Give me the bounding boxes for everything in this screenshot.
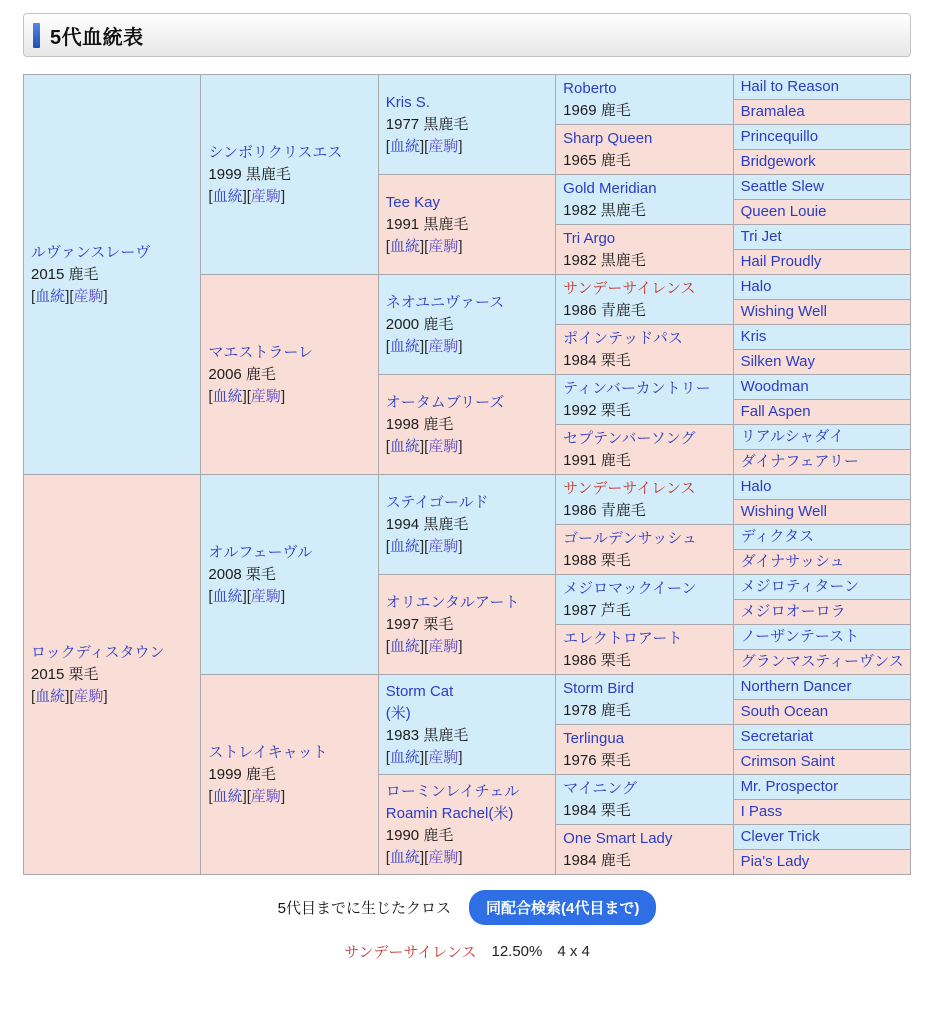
horse-link[interactable]: ネオユニヴァース xyxy=(385,293,505,311)
horse-year-coat: 1983 黒鹿毛 xyxy=(385,726,469,744)
horse-name-line xyxy=(563,128,728,150)
horse-year-coat: 1986 栗毛 xyxy=(563,651,631,669)
horse-name-line xyxy=(563,578,728,600)
horse-link[interactable]: Bridgework xyxy=(740,153,816,170)
horse-year-coat: 1998 鹿毛 xyxy=(385,415,454,433)
horse-link[interactable]: Hail to Reason xyxy=(740,78,839,95)
offspring-link[interactable]: 産駒 xyxy=(428,748,459,766)
cell-link-row: [血統][産駒] xyxy=(385,137,463,155)
page-title: 5代血統表 xyxy=(50,26,144,49)
horse-link[interactable]: Silken Way xyxy=(740,353,816,370)
horse-name-line xyxy=(741,76,906,98)
pedigree-cell-gen2-2 xyxy=(201,475,378,675)
pedigree-cell-gen4-5 xyxy=(556,325,733,375)
pedigree-cell-gen5-30 xyxy=(733,825,910,850)
pedigree-cell-gen4-14 xyxy=(556,775,733,825)
horse-link[interactable]: Roberto xyxy=(563,79,617,97)
blood-link[interactable]: 血統 xyxy=(212,787,243,805)
horse-link[interactable]: メジロティターン xyxy=(740,578,860,595)
horse-name-line xyxy=(741,626,906,648)
horse-link[interactable]: メジロオーロラ xyxy=(740,603,846,620)
pedigree-cell-gen4-10 xyxy=(556,575,733,625)
pedigree-row xyxy=(24,75,911,100)
horse-year-coat: 2000 鹿毛 xyxy=(385,315,454,333)
horse-link[interactable]: Halo xyxy=(740,478,772,495)
pedigree-cell-gen5-24 xyxy=(733,675,910,700)
horse-link[interactable]: Wishing Well xyxy=(740,503,827,520)
blood-link[interactable]: 血統 xyxy=(389,337,420,355)
pedigree-cell-gen5-11 xyxy=(733,350,910,375)
cross-percent: 12.50% xyxy=(491,943,543,960)
cell-link-row: [血統][産駒] xyxy=(208,787,286,805)
offspring-link[interactable]: 産駒 xyxy=(428,437,459,455)
horse-link[interactable]: セプテンバーソング xyxy=(563,429,696,447)
pedigree-cell-gen5-12 xyxy=(733,375,910,400)
offspring-link[interactable]: 産駒 xyxy=(428,137,459,155)
horse-link[interactable]: マエストラーレ xyxy=(208,343,314,361)
pedigree-cell-gen5-26 xyxy=(733,725,910,750)
horse-name-line xyxy=(741,526,906,548)
horse-name-line xyxy=(741,651,906,673)
horse-name-extra-line xyxy=(386,703,551,725)
blood-link[interactable]: 血統 xyxy=(389,237,420,255)
horse-year-coat: 2008 栗毛 xyxy=(208,565,276,583)
horse-link[interactable]: Tri Argo xyxy=(563,229,616,247)
cross-caption: 5代目までに生じたクロス xyxy=(277,900,451,917)
horse-name-line xyxy=(386,92,551,114)
blood-link[interactable]: 血統 xyxy=(212,187,243,205)
horse-link[interactable]: ダイナサッシュ xyxy=(740,553,845,570)
blood-link[interactable]: 血統 xyxy=(389,637,420,655)
horse-name-line xyxy=(741,476,906,498)
horse-name-line xyxy=(563,228,728,250)
pedigree-cell-gen5-0 xyxy=(733,75,910,100)
horse-link[interactable]: ルヴァンスレーヴ xyxy=(31,243,151,261)
pedigree-cell-gen4-12 xyxy=(556,675,733,725)
horse-link[interactable]: ローミンレイチェル xyxy=(385,782,520,800)
pedigree-cell-gen5-28 xyxy=(733,775,910,800)
horse-link-extra[interactable]: Roamin Rachel(米) xyxy=(385,804,514,822)
pedigree-cell-gen5-4 xyxy=(733,175,910,200)
blood-link[interactable]: 血統 xyxy=(389,748,420,766)
horse-year-coat: 1969 鹿毛 xyxy=(563,101,631,119)
horse-link[interactable]: オリエンタルアート xyxy=(385,593,520,611)
offspring-link[interactable]: 産駒 xyxy=(428,637,459,655)
pedigree-cell-gen3-0 xyxy=(378,75,555,175)
pedigree-cell-gen3-4 xyxy=(378,475,555,575)
horse-name-line xyxy=(31,642,196,664)
horse-link[interactable]: Terlingua xyxy=(563,729,625,747)
horse-name-line xyxy=(386,492,551,514)
cell-link-row: [血統][産駒] xyxy=(31,287,108,305)
cell-link-row: [血統][産駒] xyxy=(208,587,286,605)
horse-name-line xyxy=(741,826,906,848)
horse-name-line xyxy=(563,828,728,850)
horse-name-line xyxy=(741,226,906,248)
horse-name-line xyxy=(208,142,373,164)
pedigree-cell-gen2-3 xyxy=(201,675,378,875)
horse-link[interactable]: シンボリクリスエス xyxy=(208,143,343,161)
pedigree-cell-gen3-6 xyxy=(378,675,555,775)
horse-link[interactable]: ゴールデンサッシュ xyxy=(563,529,697,547)
horse-name-line xyxy=(386,781,551,803)
horse-name-line xyxy=(741,126,906,148)
pedigree-cell-gen5-16 xyxy=(733,475,910,500)
horse-year-coat: 1984 鹿毛 xyxy=(563,851,631,869)
horse-name-line xyxy=(208,342,373,364)
horse-link-extra[interactable]: (米) xyxy=(385,704,411,722)
pedigree-cell-gen5-25 xyxy=(733,700,910,725)
pedigree-cell-gen2-0 xyxy=(201,75,378,275)
horse-year-coat: 1991 鹿毛 xyxy=(563,451,631,469)
horse-link[interactable]: リアルシャダイ xyxy=(740,428,844,445)
horse-link[interactable]: Pia's Lady xyxy=(740,853,810,870)
pedigree-cell-gen5-14 xyxy=(733,425,910,450)
horse-year-coat: 1994 黒鹿毛 xyxy=(385,515,469,533)
horse-year-coat: 1984 栗毛 xyxy=(563,801,631,819)
offspring-link[interactable]: 産駒 xyxy=(250,187,281,205)
horse-name-line xyxy=(741,676,906,698)
cross-pattern: 4 x 4 xyxy=(557,943,590,960)
horse-name-line xyxy=(741,601,906,623)
horse-link[interactable]: Princequillo xyxy=(740,128,819,145)
horse-year-coat: 1999 鹿毛 xyxy=(208,765,276,783)
horse-name-line xyxy=(563,528,728,550)
horse-link[interactable]: I Pass xyxy=(740,803,783,820)
horse-link[interactable]: Kris S. xyxy=(385,93,430,111)
pedigree-cell-gen4-6 xyxy=(556,375,733,425)
horse-year-coat: 1988 栗毛 xyxy=(563,551,631,569)
horse-year-coat: 1990 鹿毛 xyxy=(385,826,454,844)
horse-year-coat: 1986 青鹿毛 xyxy=(563,301,646,319)
horse-name-line xyxy=(208,742,373,764)
horse-name-line xyxy=(741,451,906,473)
horse-link-crossed[interactable]: サンデーサイレンス xyxy=(563,479,696,497)
horse-link[interactable]: Gold Meridian xyxy=(563,179,657,197)
horse-name-line xyxy=(741,101,906,123)
pedigree-cell-gen4-0 xyxy=(556,75,733,125)
offspring-link[interactable]: 産駒 xyxy=(428,237,459,255)
horse-name-line xyxy=(741,426,906,448)
horse-link[interactable]: Tee Kay xyxy=(385,193,440,211)
pedigree-cell-gen4-4 xyxy=(556,275,733,325)
pedigree-table xyxy=(23,74,911,875)
horse-name-line xyxy=(741,276,906,298)
pedigree-cell-gen5-6 xyxy=(733,225,910,250)
horse-name-line xyxy=(741,401,906,423)
horse-link[interactable]: Storm Cat xyxy=(385,682,454,700)
horse-link[interactable]: Kris xyxy=(740,328,767,345)
horse-link[interactable]: South Ocean xyxy=(740,703,829,720)
pedigree-cell-gen5-19 xyxy=(733,550,910,575)
pedigree-cell-gen3-5 xyxy=(378,575,555,675)
horse-link[interactable]: エレクトロアート xyxy=(563,629,683,647)
offspring-link[interactable]: 産駒 xyxy=(73,287,104,305)
pedigree-cell-gen3-3 xyxy=(378,375,555,475)
pedigree-cell-gen5-20 xyxy=(733,575,910,600)
horse-link[interactable]: One Smart Lady xyxy=(563,829,673,847)
horse-link[interactable]: ステイゴールド xyxy=(385,493,489,511)
horse-year-coat: 1982 黒鹿毛 xyxy=(563,251,646,269)
horse-link[interactable]: Crimson Saint xyxy=(740,753,835,770)
blood-link[interactable]: 血統 xyxy=(35,287,66,305)
section-title-bar xyxy=(23,13,911,57)
pedigree-cell-gen4-8 xyxy=(556,475,733,525)
pedigree-cell-gen5-10 xyxy=(733,325,910,350)
horse-link[interactable]: オータムブリーズ xyxy=(385,393,505,411)
pedigree-cell-gen5-5 xyxy=(733,200,910,225)
cell-link-row: [血統][産駒] xyxy=(385,848,463,866)
horse-link[interactable]: Mr. Prospector xyxy=(740,778,839,795)
offspring-link[interactable]: 産駒 xyxy=(250,787,281,805)
horse-name-line xyxy=(386,681,551,703)
pedigree-cell-gen1-1 xyxy=(24,475,201,875)
horse-link[interactable]: Sharp Queen xyxy=(563,129,653,147)
horse-name-line xyxy=(741,151,906,173)
cell-link-row: [血統][産駒] xyxy=(385,537,463,555)
horse-name-line xyxy=(386,192,551,214)
offspring-link[interactable]: 産駒 xyxy=(428,848,459,866)
horse-year-coat: 2015 鹿毛 xyxy=(31,265,99,283)
horse-name-line xyxy=(741,376,906,398)
horse-name-line xyxy=(741,751,906,773)
pedigree-cell-gen4-13 xyxy=(556,725,733,775)
cross-footer-row xyxy=(23,890,911,925)
blood-link[interactable]: 血統 xyxy=(389,437,420,455)
pedigree-cell-gen5-29 xyxy=(733,800,910,825)
cross-result-line xyxy=(23,941,911,962)
horse-link[interactable]: Fall Aspen xyxy=(740,403,811,420)
horse-link[interactable]: Secretariat xyxy=(740,728,814,745)
pedigree-cell-gen5-22 xyxy=(733,625,910,650)
offspring-link[interactable]: 産駒 xyxy=(250,587,281,605)
horse-link[interactable]: Wishing Well xyxy=(740,303,827,320)
horse-name-line xyxy=(741,251,906,273)
pedigree-cell-gen3-7 xyxy=(378,775,555,875)
horse-year-coat: 1992 栗毛 xyxy=(563,401,631,419)
horse-link[interactable]: Northern Dancer xyxy=(740,678,852,695)
cell-link-row: [血統][産駒] xyxy=(208,387,286,405)
horse-name-line xyxy=(31,242,196,264)
horse-name-line xyxy=(741,301,906,323)
horse-name-line xyxy=(563,478,728,500)
offspring-link[interactable]: 産駒 xyxy=(428,537,459,555)
blood-link[interactable]: 血統 xyxy=(389,137,420,155)
horse-link[interactable]: ポインテッドパス xyxy=(563,329,683,347)
pedigree-cell-gen5-2 xyxy=(733,125,910,150)
cross-horse-link[interactable]: サンデーサイレンス xyxy=(344,944,477,961)
horse-name-line xyxy=(741,326,906,348)
horse-year-coat: 1976 栗毛 xyxy=(563,751,631,769)
pedigree-cell-gen2-1 xyxy=(201,275,378,475)
pedigree-cell-gen3-2 xyxy=(378,275,555,375)
horse-name-line xyxy=(563,378,728,400)
horse-year-coat: 1982 黒鹿毛 xyxy=(563,201,646,219)
horse-link[interactable]: Tri Jet xyxy=(740,228,782,245)
title-accent-bar-icon xyxy=(33,23,40,48)
pedigree-cell-gen5-18 xyxy=(733,525,910,550)
horse-name-line xyxy=(741,776,906,798)
offspring-link[interactable]: 産駒 xyxy=(250,387,281,405)
horse-name-line xyxy=(563,328,728,350)
horse-link[interactable]: オルフェーヴル xyxy=(208,543,313,561)
horse-link[interactable]: ノーザンテースト xyxy=(740,628,860,645)
pedigree-cell-gen4-3 xyxy=(556,225,733,275)
horse-link[interactable]: ダイナフェアリー xyxy=(740,453,859,470)
offspring-link[interactable]: 産駒 xyxy=(428,337,459,355)
horse-year-coat: 1965 鹿毛 xyxy=(563,151,631,169)
horse-name-line xyxy=(563,278,728,300)
blood-link[interactable]: 血統 xyxy=(389,537,420,555)
pedigree-cell-gen5-23 xyxy=(733,650,910,675)
horse-name-line xyxy=(741,851,906,873)
horse-name-line xyxy=(563,728,728,750)
pedigree-cell-gen5-9 xyxy=(733,300,910,325)
pedigree-cell-gen5-27 xyxy=(733,750,910,775)
horse-year-coat: 2015 栗毛 xyxy=(31,665,99,683)
horse-year-coat: 1997 栗毛 xyxy=(385,615,454,633)
pedigree-cell-gen4-2 xyxy=(556,175,733,225)
pedigree-cell-gen4-9 xyxy=(556,525,733,575)
pedigree-cell-gen4-1 xyxy=(556,125,733,175)
blood-link[interactable]: 血統 xyxy=(389,848,420,866)
horse-year-coat: 1987 芦毛 xyxy=(563,601,631,619)
horse-name-line xyxy=(741,801,906,823)
horse-name-line xyxy=(741,176,906,198)
horse-name-extra-line xyxy=(386,803,551,825)
pedigree-cell-gen5-8 xyxy=(733,275,910,300)
pedigree-cell-gen5-1 xyxy=(733,100,910,125)
pedigree-cell-gen5-3 xyxy=(733,150,910,175)
cell-link-row: [血統][産駒] xyxy=(385,337,463,355)
cell-link-row: [血統][産駒] xyxy=(385,748,463,766)
horse-link[interactable]: ディクタス xyxy=(740,528,815,545)
pedigree-cell-gen5-15 xyxy=(733,450,910,475)
cell-link-row: [血統][産駒] xyxy=(385,237,463,255)
pedigree-row xyxy=(24,475,911,500)
pedigree-cell-gen5-17 xyxy=(733,500,910,525)
horse-link[interactable]: メジロマックイーン xyxy=(563,579,697,597)
horse-name-line xyxy=(563,778,728,800)
horse-name-line xyxy=(741,576,906,598)
pedigree-cell-gen5-7 xyxy=(733,250,910,275)
horse-name-line xyxy=(741,551,906,573)
pedigree-cell-gen5-31 xyxy=(733,850,910,875)
cell-link-row: [血統][産駒] xyxy=(208,187,286,205)
horse-name-line xyxy=(741,701,906,723)
horse-name-line xyxy=(386,392,551,414)
horse-year-coat: 1986 青鹿毛 xyxy=(563,501,646,519)
horse-name-line xyxy=(741,726,906,748)
same-mating-search-button[interactable]: 同配合検索(4代目まで) xyxy=(469,890,656,925)
horse-link[interactable]: Bramalea xyxy=(740,103,805,120)
horse-year-coat: 1999 黒鹿毛 xyxy=(208,165,291,183)
horse-name-line xyxy=(741,501,906,523)
pedigree-cell-gen4-7 xyxy=(556,425,733,475)
horse-year-coat: 2006 鹿毛 xyxy=(208,365,276,383)
horse-name-line xyxy=(741,351,906,373)
horse-name-line xyxy=(741,201,906,223)
horse-name-line xyxy=(563,78,728,100)
horse-link[interactable]: グランマスティーヴンス xyxy=(740,653,904,670)
horse-link[interactable]: Storm Bird xyxy=(563,679,635,697)
horse-link[interactable]: Halo xyxy=(740,278,772,295)
cell-link-row: [血統][産駒] xyxy=(31,687,108,705)
pedigree-cell-gen4-15 xyxy=(556,825,733,875)
pedigree-cell-gen5-13 xyxy=(733,400,910,425)
pedigree-cell-gen4-11 xyxy=(556,625,733,675)
horse-link[interactable]: マイニング xyxy=(563,779,637,797)
horse-link[interactable]: Woodman xyxy=(740,378,809,395)
horse-name-line xyxy=(386,292,551,314)
horse-link[interactable]: Queen Louie xyxy=(740,203,827,220)
horse-name-line xyxy=(386,592,551,614)
pedigree-cell-gen3-1 xyxy=(378,175,555,275)
horse-name-line xyxy=(563,178,728,200)
horse-year-coat: 1984 栗毛 xyxy=(563,351,631,369)
blood-link[interactable]: 血統 xyxy=(212,387,243,405)
horse-name-line xyxy=(208,542,373,564)
blood-link[interactable]: 血統 xyxy=(35,687,66,705)
horse-link[interactable]: Seattle Slew xyxy=(740,178,824,195)
horse-name-line xyxy=(563,628,728,650)
pedigree-table-body xyxy=(24,75,911,875)
horse-name-line xyxy=(563,678,728,700)
horse-year-coat: 1977 黒鹿毛 xyxy=(385,115,469,133)
horse-year-coat: 1978 鹿毛 xyxy=(563,701,631,719)
horse-link[interactable]: ストレイキャット xyxy=(208,743,328,761)
cell-link-row: [血統][産駒] xyxy=(385,637,463,655)
blood-link[interactable]: 血統 xyxy=(212,587,243,605)
pedigree-cell-gen5-21 xyxy=(733,600,910,625)
cell-link-row: [血統][産駒] xyxy=(385,437,463,455)
horse-link[interactable]: ロックディスタウン xyxy=(31,643,165,661)
pedigree-cell-gen1-0 xyxy=(24,75,201,475)
horse-year-coat: 1991 黒鹿毛 xyxy=(385,215,469,233)
horse-name-line xyxy=(563,428,728,450)
horse-link[interactable]: ティンバーカントリー xyxy=(563,379,711,397)
offspring-link[interactable]: 産駒 xyxy=(73,687,104,705)
horse-link-crossed[interactable]: サンデーサイレンス xyxy=(563,279,696,297)
horse-link[interactable]: Clever Trick xyxy=(740,828,820,845)
horse-link[interactable]: Hail Proudly xyxy=(740,253,822,270)
